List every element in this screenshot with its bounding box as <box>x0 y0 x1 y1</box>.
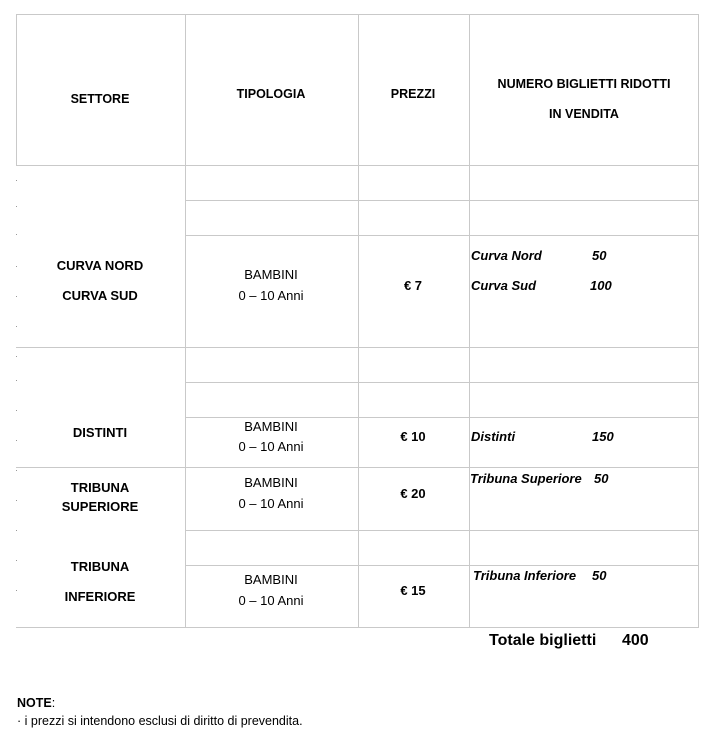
price-value: € 10 <box>400 429 426 444</box>
dotted-left-edge <box>16 166 17 627</box>
header-tipologia: TIPOLOGIA <box>236 87 306 101</box>
tipologia-age: 0 – 10 Anni <box>238 593 304 608</box>
settore-label: INFERIORE <box>64 589 136 604</box>
settore-label: CURVA NORD <box>56 258 144 273</box>
settore-label: TRIBUNA <box>70 480 130 495</box>
quota-sector: Distinti <box>471 429 516 444</box>
settore-label: TRIBUNA <box>70 559 130 574</box>
col-line <box>698 14 699 627</box>
header-numero-biglietti: NUMERO BIGLIETTI RIDOTTI <box>497 77 671 91</box>
tipologia-label: BAMBINI <box>244 572 298 587</box>
total-label: Totale biglietti <box>489 632 597 649</box>
tipologia-age: 0 – 10 Anni <box>238 288 304 303</box>
note-text: · i prezzi si intendono esclusi di diritto di prevendita. <box>17 714 303 728</box>
quota-count: 50 <box>592 568 607 583</box>
settore-label: DISTINTI <box>72 425 128 440</box>
table-border-bottom <box>16 627 699 628</box>
quota-count: 50 <box>592 248 607 263</box>
quota-count: 50 <box>594 471 609 486</box>
quota-sector: Curva Sud <box>471 278 537 293</box>
header-prezzi: PREZZI <box>390 87 436 101</box>
note-heading <box>17 695 55 711</box>
settore-label: SUPERIORE <box>61 499 139 514</box>
row-line <box>185 382 699 383</box>
note-title: NOTE <box>17 696 52 710</box>
total-value: 400 <box>622 632 649 649</box>
col-line <box>185 14 186 627</box>
settore-label: CURVA SUD <box>62 288 138 303</box>
tipologia-age: 0 – 10 Anni <box>238 439 304 454</box>
quota-sector: Curva Nord <box>471 248 542 263</box>
tipologia-label: BAMBINI <box>244 267 298 282</box>
quota-count: 100 <box>590 278 612 293</box>
row-line <box>185 417 699 418</box>
header-settore: SETTORE <box>70 92 130 106</box>
col-line <box>16 14 17 165</box>
col-line <box>358 14 359 627</box>
header-in-vendita: IN VENDITA <box>549 107 619 121</box>
tipologia-label: BAMBINI <box>244 419 298 434</box>
row-line <box>185 200 699 201</box>
tipologia-label: BAMBINI <box>244 475 298 490</box>
row-line <box>185 565 699 566</box>
tipologia-age: 0 – 10 Anni <box>238 496 304 511</box>
price-value: € 7 <box>403 278 423 293</box>
price-value: € 15 <box>400 583 426 598</box>
row-line <box>185 530 699 531</box>
price-value: € 20 <box>400 486 426 501</box>
col-line <box>469 14 470 627</box>
quota-count: 150 <box>592 429 614 444</box>
note-colon: : <box>51 696 56 710</box>
quota-sector: Tribuna Superiore <box>470 471 582 486</box>
quota-sector: Tribuna Inferiore <box>473 568 577 583</box>
row-line <box>185 235 699 236</box>
